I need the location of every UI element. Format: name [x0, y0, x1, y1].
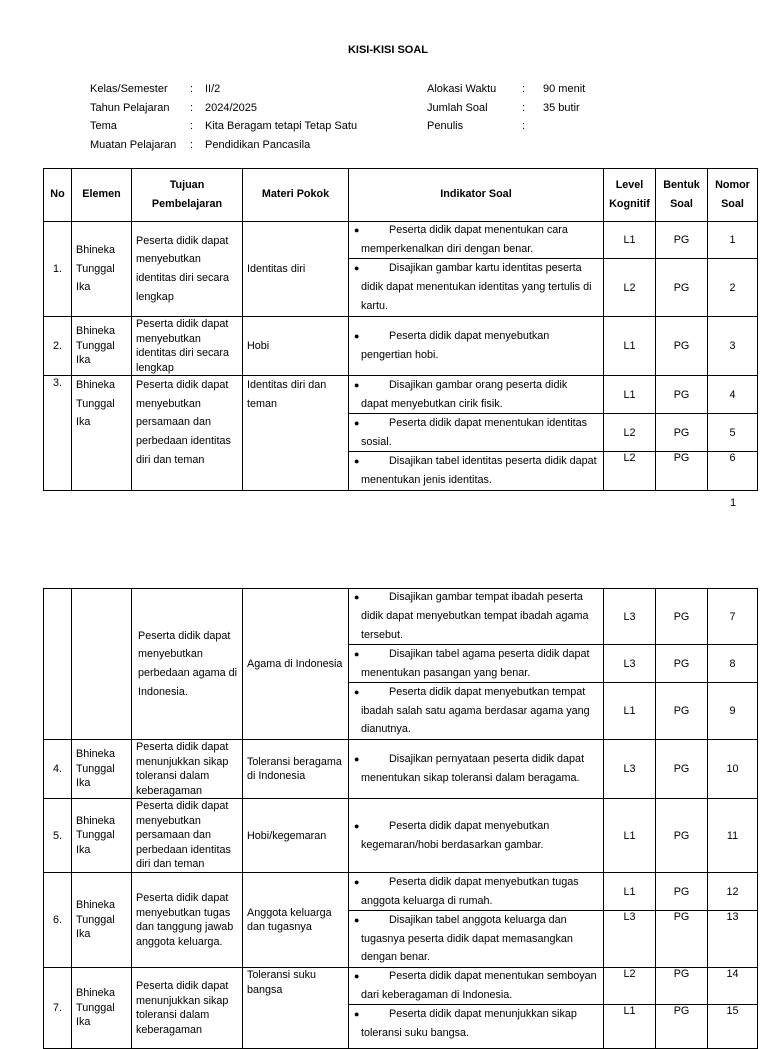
meta-label: Tahun Pelajaran	[90, 101, 170, 114]
meta-sep: :	[190, 101, 194, 114]
indikator-item	[349, 1005, 603, 1048]
bentuk-value: PG	[673, 281, 690, 294]
meta-label: Alokasi Waktu	[427, 83, 497, 95]
meta-value: 35 butir	[543, 101, 580, 114]
header-nomor: Nomor Soal	[708, 169, 758, 222]
meta-value: Pendidikan Pancasila	[205, 139, 311, 152]
level-value: L1	[623, 1005, 636, 1017]
indikator-item	[349, 740, 603, 798]
cell-tujuan: Peserta didik dapat menyebutkan identitas diri secara lengkap	[132, 222, 243, 317]
bentuk-value: PG	[656, 873, 707, 911]
level-value: L2	[604, 968, 655, 1005]
cell-bentuk: PG	[656, 799, 708, 873]
table-header-row	[44, 169, 758, 222]
cell-nomor: 3	[708, 317, 758, 376]
cell-tujuan: Peserta didik dapat menunjukkan sikap toleransi dalam keberagaman	[132, 968, 243, 1049]
header-materi: Materi Pokok	[243, 169, 349, 222]
cell-nomor	[708, 376, 758, 491]
meta-row	[90, 99, 357, 118]
kisi-table-page2	[43, 588, 758, 1049]
cell-level	[604, 222, 656, 317]
indikator-item	[349, 645, 603, 683]
indikator-item	[349, 799, 603, 872]
indikator-item	[349, 873, 603, 911]
level-value: L2	[623, 281, 636, 294]
indikator-text: ● Disajikan gambar orang peserta didik dapat menyebutkan cirik fisik.	[361, 378, 568, 410]
cell-level: L3	[604, 740, 656, 799]
indikator-item	[349, 911, 603, 967]
cell-no: 1.	[44, 222, 72, 317]
table-row	[44, 222, 758, 317]
cell-bentuk: PG	[656, 740, 708, 799]
cell-level: L1	[604, 799, 656, 873]
level-value: L2	[623, 452, 636, 464]
meta-left-block	[90, 80, 357, 155]
indikator-item	[349, 222, 603, 259]
nomor-value: 5	[708, 414, 757, 452]
meta-label: Jumlah Soal	[427, 101, 488, 114]
bentuk-value: PG	[656, 645, 707, 683]
nomor-value: 9	[729, 705, 736, 717]
nomor-value: 1	[708, 222, 757, 259]
cell-bentuk	[656, 376, 708, 491]
level-value: L1	[604, 222, 655, 259]
nomor-value: 15	[726, 1005, 739, 1017]
cell-level	[604, 873, 656, 968]
meta-value: II/2	[205, 83, 221, 95]
header-elemen: Elemen	[72, 169, 132, 222]
cell-elemen: Bhineka Tunggal Ika	[72, 317, 132, 376]
bentuk-value: PG	[673, 452, 690, 464]
cell-no: 7.	[44, 968, 72, 1049]
bullet-text	[349, 645, 603, 682]
nomor-value: 6	[729, 452, 736, 464]
meta-row	[427, 117, 585, 136]
meta-value: Kita Beragam tetapi Tetap Satu	[205, 120, 358, 133]
bullet-text	[349, 259, 603, 315]
document-title: KISI-KISI SOAL	[347, 44, 429, 56]
cell-tujuan: Peserta didik dapat menyebutkan identitas diri secara lengkap	[132, 317, 243, 376]
indikator-text: ● Disajikan gambar kartu identitas peserta didik dapat menentukan identitas yang tertulis di kartu.	[361, 262, 592, 312]
bullet-text	[349, 414, 603, 451]
cell-elemen: Bhineka Tunggal Ika	[72, 873, 132, 968]
cell-bentuk	[656, 968, 708, 1049]
cell-indikator	[349, 589, 604, 740]
cell-tujuan	[132, 589, 243, 740]
cell-no: 6.	[44, 873, 72, 968]
cell-no: 5.	[44, 799, 72, 873]
bentuk-value: PG	[673, 911, 690, 923]
cell-bentuk	[656, 222, 708, 317]
level-value: L2	[604, 414, 655, 452]
cell-bentuk	[656, 873, 708, 968]
tujuan-text: Peserta didik dapat menyebutkan perbedaan agama di Indonesia.	[138, 629, 238, 698]
cell-level	[604, 376, 656, 491]
cell-nomor: 11	[708, 799, 758, 873]
bullet-text	[349, 817, 603, 854]
cell-elemen: Bhineka Tunggal Ika	[72, 376, 132, 491]
bentuk-value: PG	[673, 705, 690, 717]
indikator-item	[349, 376, 603, 414]
cell-indikator	[349, 740, 604, 799]
nomor-value: 12	[708, 873, 757, 911]
cell-no	[44, 589, 72, 740]
bentuk-value: PG	[656, 968, 707, 1005]
meta-row	[90, 136, 357, 155]
cell-nomor	[708, 222, 758, 317]
cell-tujuan: Peserta didik dapat menunjukkan sikap toleransi dalam keberagaman	[132, 740, 243, 799]
meta-right-block	[427, 80, 585, 136]
nomor-value: 8	[708, 645, 757, 683]
meta-sep: :	[190, 120, 194, 133]
header-indikator: Indikator Soal	[349, 169, 604, 222]
cell-nomor	[708, 589, 758, 740]
cell-materi: Anggota keluarga dan tugasnya	[243, 873, 349, 968]
nomor-value: 14	[708, 968, 757, 1005]
nomor-value: 13	[726, 911, 739, 923]
cell-materi: Toleransi suku bangsa	[243, 968, 349, 1049]
meta-sep: :	[190, 139, 194, 152]
cell-materi: Hobi	[243, 317, 349, 376]
cell-bentuk	[656, 589, 708, 740]
indikator-text: ● Peserta didik dapat menyebutkan kegemaran/hobi berdasarkan gambar.	[361, 819, 550, 851]
level-value: L1	[604, 873, 655, 911]
meta-label: Kelas/Semester	[90, 83, 168, 95]
indikator-text: ● Disajikan tabel anggota keluarga dan tugasnya peserta didik dapat memasangkan dengan benar.	[361, 913, 573, 964]
meta-row	[427, 80, 585, 99]
bullet-text	[349, 750, 603, 787]
meta-label: Penulis	[427, 120, 464, 133]
meta-label: Tema	[90, 120, 117, 133]
meta-label: Muatan Pelajaran	[90, 139, 177, 152]
cell-materi: Hobi/kegemaran	[243, 799, 349, 873]
cell-materi: Toleransi beragama di Indonesia	[243, 740, 349, 799]
bentuk-value: PG	[656, 222, 707, 259]
cell-elemen: Bhineka Tunggal Ika	[72, 799, 132, 873]
bentuk-value: PG	[656, 414, 707, 452]
cell-elemen: Bhineka Tunggal Ika	[72, 968, 132, 1049]
indikator-text: ● Peserta didik dapat menentukan semboyan dari keberagaman di Indonesia.	[361, 970, 597, 1001]
bullet-text	[349, 968, 603, 1005]
indikator-item	[349, 414, 603, 452]
cell-materi: Agama di Indonesia	[243, 589, 349, 740]
table-row	[44, 968, 758, 1049]
indikator-text: ● Disajikan pernyataan peserta didik dapat menentukan sikap toleransi dalam beragama.	[361, 753, 585, 784]
indikator-text: ● Disajikan tabel identitas peserta didik dapat menentukan jenis identitas.	[361, 455, 597, 486]
indikator-item	[349, 968, 603, 1005]
cell-indikator	[349, 799, 604, 873]
cell-indikator	[349, 222, 604, 317]
bullet-text	[349, 911, 603, 967]
cell-bentuk: PG	[656, 317, 708, 376]
meta-sep: :	[522, 101, 526, 114]
bentuk-value: PG	[656, 376, 707, 414]
indikator-text: ● Peserta didik dapat menyebutkan tempat ibadah salah satu agama berdasar agama yang dianutnya.	[361, 685, 590, 736]
bullet-text	[349, 683, 603, 739]
meta-sep: :	[522, 120, 526, 133]
level-value: L1	[604, 376, 655, 414]
cell-tujuan: Peserta didik dapat menyebutkan persamaan dan perbedaan identitas diri dan teman	[132, 376, 243, 491]
cell-no: 3.	[44, 376, 72, 491]
header-tujuan: Tujuan Pembelajaran	[132, 169, 243, 222]
meta-sep: :	[522, 83, 526, 95]
table-row	[44, 873, 758, 968]
cell-indikator	[349, 873, 604, 968]
cell-no: 4.	[44, 740, 72, 799]
level-value: L1	[623, 705, 636, 717]
cell-indikator	[349, 968, 604, 1049]
indikator-text: ● Disajikan tabel agama peserta didik dapat menentukan pasangan yang benar.	[361, 647, 590, 679]
cell-level	[604, 589, 656, 740]
indikator-text: ● Peserta didik dapat menunjukkan sikap toleransi suku bangsa.	[361, 1008, 577, 1039]
header-bentuk: Bentuk Soal	[656, 169, 708, 222]
level-value: L3	[604, 589, 655, 645]
cell-nomor: 10	[708, 740, 758, 799]
cell-elemen: Bhineka Tunggal Ika	[72, 222, 132, 317]
table-row	[44, 799, 758, 873]
nomor-value: 4	[708, 376, 757, 414]
table-row	[44, 589, 758, 740]
header-level: Level Kognitif	[604, 169, 656, 222]
indikator-text: ● Disajikan gambar tempat ibadah peserta didik dapat menyebutkan tempat ibadah agama tersebut.	[361, 591, 589, 641]
bentuk-value: PG	[656, 589, 707, 645]
indikator-item	[349, 683, 603, 739]
indikator-text: ● Peserta didik dapat menyebutkan tugas anggota keluarga di rumah.	[361, 875, 579, 907]
cell-indikator	[349, 376, 604, 491]
cell-level: L1	[604, 317, 656, 376]
meta-value: 90 menit	[543, 83, 586, 95]
nomor-value: 2	[729, 281, 736, 294]
bentuk-value: PG	[673, 1005, 690, 1017]
cell-materi: Identitas diri dan teman	[243, 376, 349, 491]
cell-indikator	[349, 317, 604, 376]
meta-value: 2024/2025	[205, 101, 257, 114]
cell-tujuan: Peserta didik dapat menyebutkan persamaan dan perbedaan identitas diri dan teman	[132, 799, 243, 873]
header-no: No	[44, 169, 72, 222]
indikator-item	[349, 589, 603, 645]
indikator-text: ● Peserta didik dapat menentukan cara memperkenalkan diri dengan benar.	[361, 224, 568, 255]
bullet-text	[349, 327, 603, 364]
kisi-table-page1	[43, 168, 758, 491]
table-row	[44, 317, 758, 376]
level-value: L3	[623, 911, 636, 923]
cell-elemen	[72, 589, 132, 740]
bullet-text	[349, 452, 603, 489]
table-row	[44, 376, 758, 491]
indikator-item	[349, 259, 603, 316]
bullet-text	[349, 589, 603, 645]
indikator-item	[349, 452, 603, 490]
cell-nomor	[708, 968, 758, 1049]
cell-elemen: Bhineka Tunggal Ika	[72, 740, 132, 799]
cell-materi: Identitas diri	[243, 222, 349, 317]
indikator-text: ● Peserta didik dapat menentukan identitas sosial.	[361, 416, 588, 448]
meta-row	[90, 117, 357, 136]
indikator-text: ● Peserta didik dapat menyebutkan pengertian hobi.	[361, 330, 550, 361]
page-number: 1	[730, 497, 737, 509]
cell-nomor	[708, 873, 758, 968]
cell-tujuan: Peserta didik dapat menyebutkan tugas dan tanggung jawab anggota keluarga.	[132, 873, 243, 968]
nomor-value: 7	[708, 589, 757, 645]
meta-row	[427, 99, 585, 118]
bullet-text	[349, 873, 603, 910]
meta-sep: :	[190, 83, 194, 95]
level-value: L3	[604, 645, 655, 683]
bullet-text	[349, 376, 603, 413]
bullet-text	[349, 222, 603, 259]
meta-row	[90, 80, 357, 99]
cell-level	[604, 968, 656, 1049]
cell-no: 2.	[44, 317, 72, 376]
indikator-item	[349, 317, 603, 375]
table-row	[44, 740, 758, 799]
